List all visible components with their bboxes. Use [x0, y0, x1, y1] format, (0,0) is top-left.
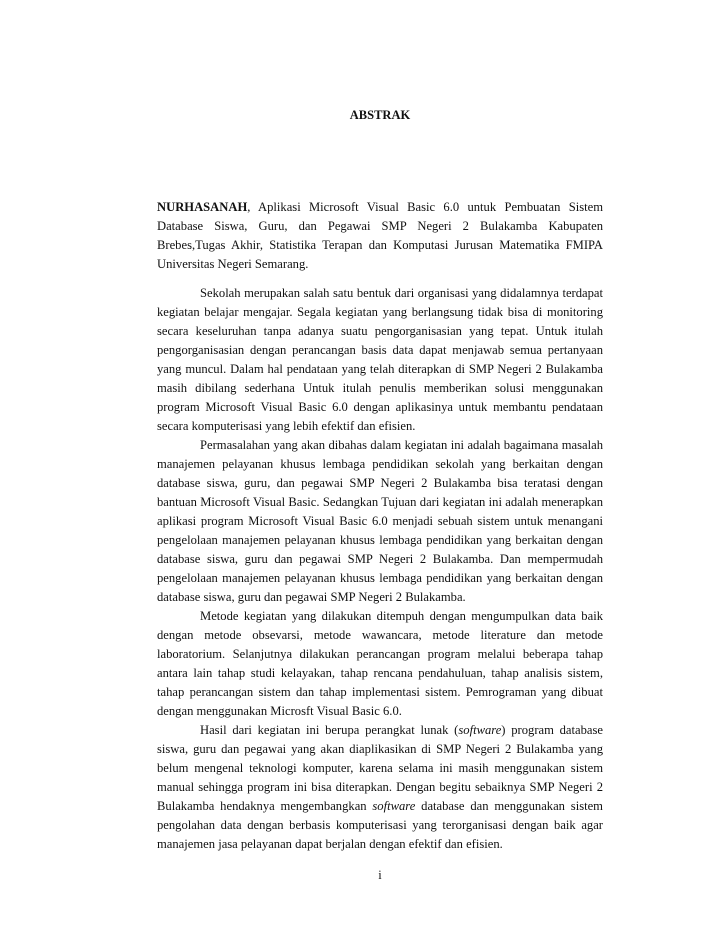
paragraph-3: Metode kegiatan yang dilakukan ditempuh dengan mengumpulkan data baik dengan metode obsevarsi, metode wawancara, metode literature dan metode laboratorium. Selanjutnya dilakukan perancangan program melalui beberapa tahap antara lain tahap studi kelayakan, tahap rencana pendahuluan, tahap analisis sistem, tahap perancangan sistem dan tahap implementasi sistem. Pemrograman yang dibuat dengan menggunakan Microsft Visual Basic 6.0.: [157, 609, 603, 718]
paragraph-4: [157, 721, 603, 854]
paragraph-4-italic1: software: [458, 723, 502, 737]
paragraph-2: Permasalahan yang akan dibahas dalam kegiatan ini adalah bagaimana masalah manajemen pelayanan khusus lembaga pendidikan sekolah yang berkaitan dengan database siswa, guru, dan pegawai SMP Negeri 2 Bulakamba bisa teratasi dengan bantuan Microsoft Visual Basic. Sedangkan Tujuan dari kegiatan ini adalah menerapkan aplikasi program Microsoft Visual Basic 6.0 menjadi sebuah sistem untuk menangani pengelolaan manajemen pelayanan khusus lembaga pendidikan yang berkaitan dengan database siswa, guru dan pegawai SMP Negeri 2 Bulakamba. Dan mempermudah pengelolaan manajemen pelayanan khusus lembaga pendidikan yang berkaitan dengan database siswa, guru dan pegawai SMP Negeri 2 Bulakamba.: [157, 438, 603, 604]
paragraph-4-part1: Hasil dari kegiatan ini berupa perangkat lunak (: [200, 723, 459, 737]
abstract-title: ABSTRAK: [349, 108, 411, 122]
paragraph-4-italic2: software: [372, 799, 416, 813]
paragraph-1: Sekolah merupakan salah satu bentuk dari organisasi yang didalamnya terdapat kegiatan belajar mengajar. Segala kegiatan yang berlangsung tidak bisa di monitoring secara keseluruhan tanpa adanya suatu pengorganisasian yang tepat. Untuk itulah pengorganisasian dengan perancangan basis data dapat menjawab semua pertanyaan yang muncul. Dalam hal pendataan yang telah diterapkan di SMP Negeri 2 Bulakamba masih dibilang sederhana Untuk itulah penulis memberikan solusi menggunakan program Microsoft Visual Basic 6.0 dengan aplikasinya untuk membantu pendataan secara komputerisasi yang lebih efektif dan efisien.: [157, 286, 603, 433]
citation-text: , Aplikasi Microsoft Visual Basic 6.0 untuk Pembuatan Sistem Database Siswa, Guru, dan Pegawai SMP Negeri 2 Bulakamba Kabupaten Brebes,Tugas Akhir, Statistika Terapan dan Komputasi Jurusan Matematika FMIPA Universitas Negeri Semarang.: [157, 200, 603, 271]
page-number: i: [378, 868, 382, 882]
citation-paragraph: [157, 198, 603, 274]
paragraph-4-part2: ) program database siswa, guru dan pegawai yang akan diaplikasikan di SMP Negeri 2 Bulakamba yang belum mengenal teknologi komputer, karena selama ini masih menggunakan sistem manual sehingga program ini bisa diterapkan. Dengan begitu sebaiknya SMP Negeri 2 Bulakamba hendaknya mengembangkan: [157, 723, 603, 813]
abstract-body: [157, 198, 603, 854]
paragraph-4-part3: database dan menggunakan sistem pengolahan data dengan berbasis komputerisasi yang terorganisasi dengan baik agar manajemen jasa pelayanan dapat berjalan dengan efektif dan efisien.: [157, 799, 603, 851]
author-name: NURHASANAH: [157, 200, 248, 214]
